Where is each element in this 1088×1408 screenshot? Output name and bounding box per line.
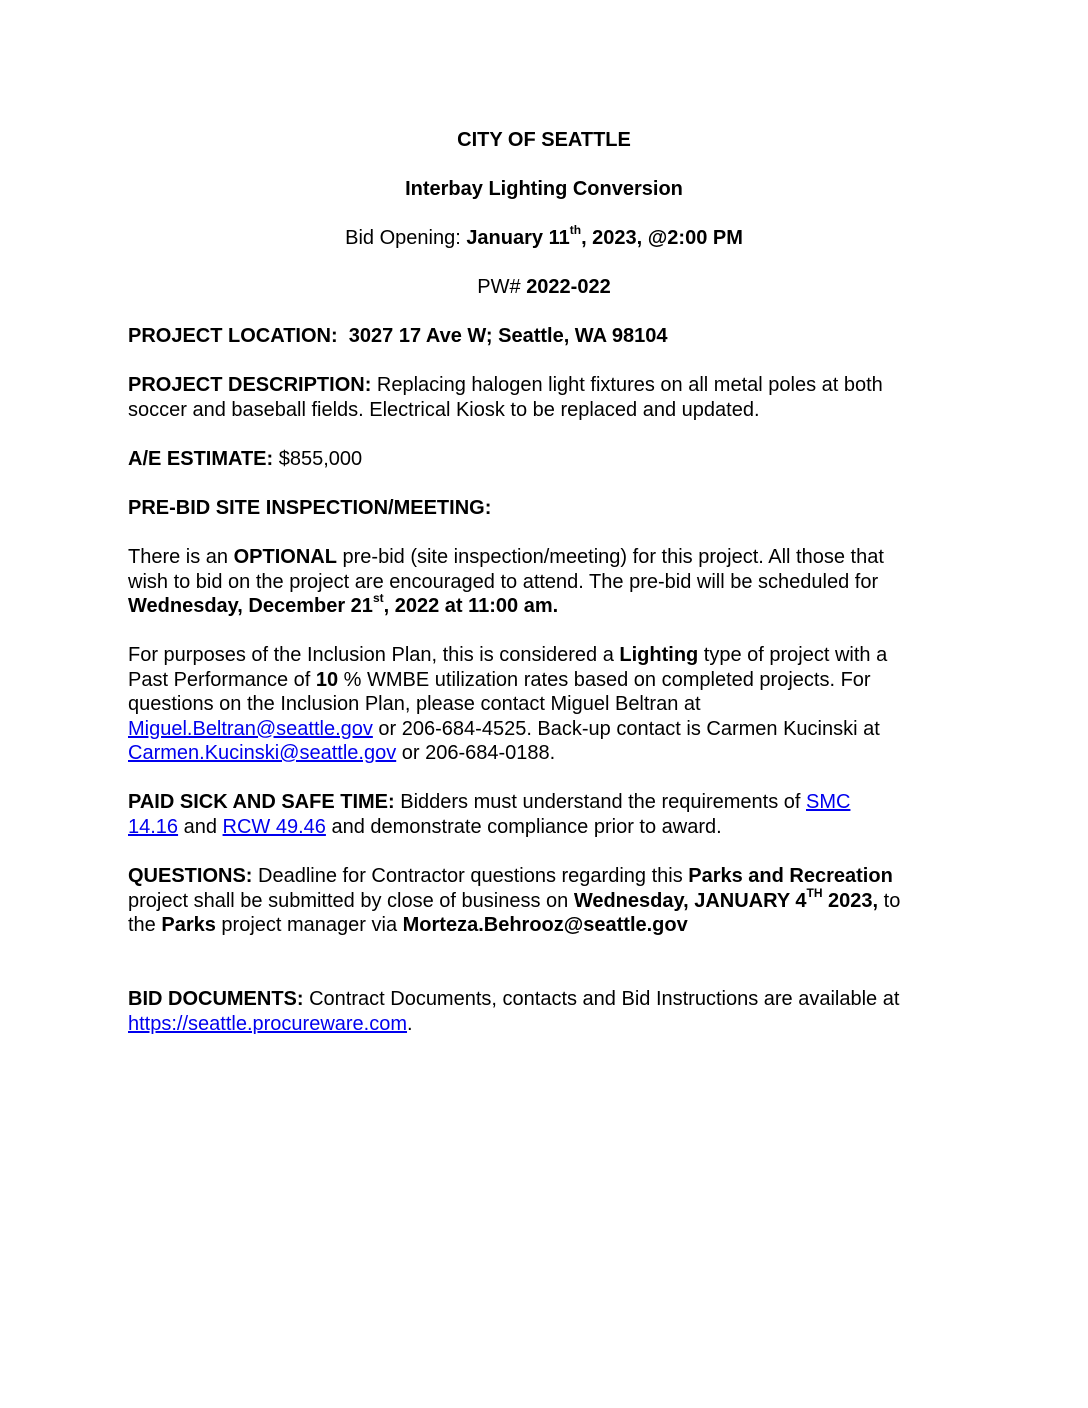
smc-link[interactable]: SMC (806, 791, 851, 813)
procureware-link[interactable]: https://seattle.procureware.com (128, 1012, 408, 1035)
project-name: Interbay Lighting Conversion (405, 178, 683, 200)
carmen-email-link[interactable]: Carmen.Kucinski@seattle.gov (128, 742, 397, 764)
project-location: PROJECT LOCATION: 3027 17 Ave W; Seattle, WA 98104 (128, 325, 668, 347)
ae-estimate: A/E ESTIMATE: $855,000 (128, 448, 363, 470)
pw-number: PW# 2022-022 (477, 276, 611, 298)
paid-sick-time-paragraph: PAID SICK AND SAFE TIME: Bidders must understand the requirements of SMC 14.16 and RCW 49.46 and demonstrate compliance prior to award. (128, 791, 851, 838)
smc-link-continued[interactable]: 14.16 (128, 815, 179, 838)
prebid-paragraph: There is an OPTIONAL pre-bid (site inspection/meeting) for this project. All those that wish to bid on the project are encouraged to attend. The pre-bid will be scheduled for Wednesday, December 21st, 2022 at 11:00 am. (128, 546, 884, 617)
project-description: PROJECT DESCRIPTION: Replacing halogen light fixtures on all metal poles at both soccer and baseball fields. Electrical Kiosk to be replaced and updated. (128, 374, 883, 421)
questions-paragraph: QUESTIONS: Deadline for Contractor questions regarding this Parks and Recreation project shall be submitted by close of business on Wednesday, JANUARY 4TH 2023, to the Parks project manager via Morteza.Behrooz@seattle.gov (128, 865, 901, 936)
prebid-heading: PRE-BID SITE INSPECTION/MEETING: (128, 497, 492, 519)
bid-documents-paragraph: BID DOCUMENTS: Contract Documents, contacts and Bid Instructions are available at https://seattle.procureware.com. (128, 988, 900, 1035)
city-title: CITY OF SEATTLE (457, 129, 631, 151)
project-manager-email: Morteza.Behrooz@seattle.gov (402, 914, 688, 936)
inclusion-plan-paragraph: For purposes of the Inclusion Plan, this is considered a Lighting type of project with a Past Performance of 10 % WMBE utilization rates based on completed projects. For questions on the Inclusion Plan, please contact Miguel Beltran at Miguel.Beltran@seattle.gov or 206-684-4525. Back-up contact is Carmen Kucinski at Carmen.Kucinski@seattle.gov or 206-684-0188. (128, 644, 888, 764)
miguel-email-link[interactable]: Miguel.Beltran@seattle.gov (128, 717, 373, 740)
bid-opening: Bid Opening: January 11th, 2023, @2:00 PM (345, 223, 743, 249)
rcw-link[interactable]: RCW 49.46 (222, 815, 326, 838)
